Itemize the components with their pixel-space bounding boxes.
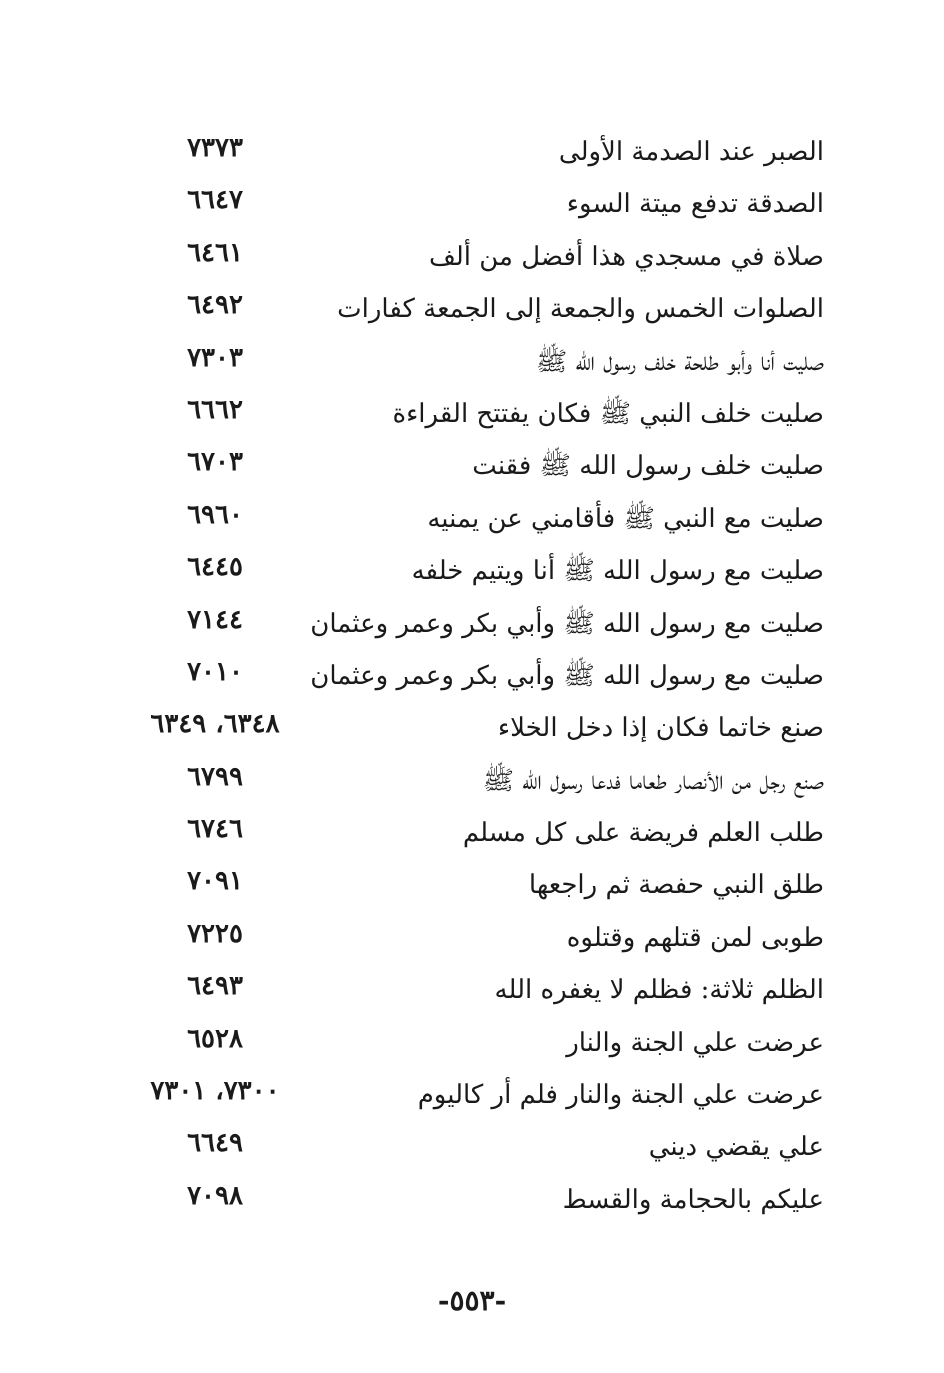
hadith-text: الصدقة تدفع ميتة السوء	[566, 189, 824, 220]
hadith-text: الظلم ثلاثة: فظلم لا يغفره الله	[494, 975, 824, 1006]
index-entry	[0, 598, 944, 650]
hadith-text: صليت مع رسول الله ﷺ وأبي بكر وعمر وعثمان	[310, 608, 824, 639]
index-entry	[0, 755, 944, 807]
index-entry	[0, 1121, 944, 1173]
index-entry	[0, 283, 944, 335]
hadith-number: ٦٧٩٩	[187, 761, 243, 792]
hadith-number: ٧٣٧٣	[187, 133, 243, 163]
hadith-text: صنع خاتما فكان إذا دخل الخلاء	[497, 713, 824, 744]
index-entry	[0, 964, 944, 1016]
hadith-number: ٧٠٩١	[187, 866, 243, 897]
index-entry	[0, 702, 944, 754]
hadith-number: ٦٤٩٣	[187, 971, 243, 1002]
hadith-text: صليت مع النبي ﷺ فأقامني عن يمنيه	[427, 503, 824, 534]
hadith-text: صليت مع رسول الله ﷺ أنا ويتيم خلفه	[411, 556, 824, 587]
hadith-text: الصلوات الخمس والجمعة إلى الجمعة كفارات	[337, 294, 824, 325]
hadith-index-list	[0, 126, 944, 1226]
hadith-text: صليت خلف رسول الله ﷺ فقنت	[472, 451, 824, 482]
hadith-text: صليت أنا وأبو طلحة خلف رسول الله ﷺ	[535, 346, 824, 377]
hadith-number: ٦٧٤٦	[187, 814, 243, 845]
hadith-text: عليكم بالحجامة والقسط	[562, 1184, 824, 1215]
hadith-text: طوبى لمن قتلهم وقتلوه	[566, 922, 824, 953]
hadith-text: صليت خلف النبي ﷺ فكان يفتتح القراءة	[392, 398, 824, 429]
page-number: -٥٥٣-	[437, 1284, 507, 1317]
hadith-number: ٦٤٩٢	[187, 290, 243, 321]
index-entry	[0, 336, 944, 388]
hadith-number: ٦٦٤٩	[187, 1128, 243, 1159]
index-entry	[0, 1069, 944, 1121]
index-entry	[0, 231, 944, 283]
hadith-text: طلب العلم فريضة على كل مسلم	[462, 818, 824, 849]
index-entry	[0, 1174, 944, 1226]
index-entry	[0, 859, 944, 911]
hadith-text: علي يقضي ديني	[648, 1132, 824, 1163]
index-entry	[0, 545, 944, 597]
hadith-number: ٦٦٦٢	[187, 394, 243, 425]
index-entry	[0, 493, 944, 545]
index-entry	[0, 912, 944, 964]
hadith-text: صنع رجل من الأنصار طعاما فدعا رسول الله ﷺ	[482, 765, 824, 796]
hadith-number: ٦٥٢٨	[187, 1023, 243, 1054]
hadith-number: ٦٤٤٥	[187, 552, 243, 583]
index-entry	[0, 388, 944, 440]
hadith-number: ٦٦٤٧	[187, 185, 243, 216]
index-entry	[0, 126, 944, 178]
hadith-text: طلق النبي حفصة ثم راجعها	[528, 870, 824, 901]
hadith-text: صليت مع رسول الله ﷺ وأبي بكر وعمر وعثمان	[310, 660, 824, 691]
hadith-text: عرضت علي الجنة والنار فلم أر كاليوم	[417, 1080, 824, 1111]
index-entry	[0, 178, 944, 230]
hadith-text: عرضت علي الجنة والنار	[566, 1027, 824, 1058]
hadith-number: ٧٠١٠	[187, 656, 243, 687]
hadith-number: ٧١٤٤	[187, 604, 243, 635]
hadith-number: ٧٣٠٠، ٧٣٠١	[150, 1076, 280, 1107]
index-entry	[0, 650, 944, 702]
index-entry	[0, 1017, 944, 1069]
hadith-number: ٦٧٠٣	[187, 447, 243, 478]
hadith-text: صلاة في مسجدي هذا أفضل من ألف	[428, 241, 824, 272]
hadith-number: ٧٢٢٥	[187, 918, 243, 949]
hadith-number: ٦٣٤٨، ٦٣٤٩	[150, 709, 280, 740]
index-entry	[0, 440, 944, 492]
index-entry	[0, 807, 944, 859]
hadith-text: الصبر عند الصدمة الأولى	[558, 137, 824, 167]
hadith-number: ٧٠٩٨	[187, 1180, 243, 1211]
hadith-number: ٦٩٦٠	[187, 499, 243, 530]
hadith-number: ٧٣٠٣	[187, 342, 243, 373]
hadith-number: ٦٤٦١	[187, 237, 243, 268]
